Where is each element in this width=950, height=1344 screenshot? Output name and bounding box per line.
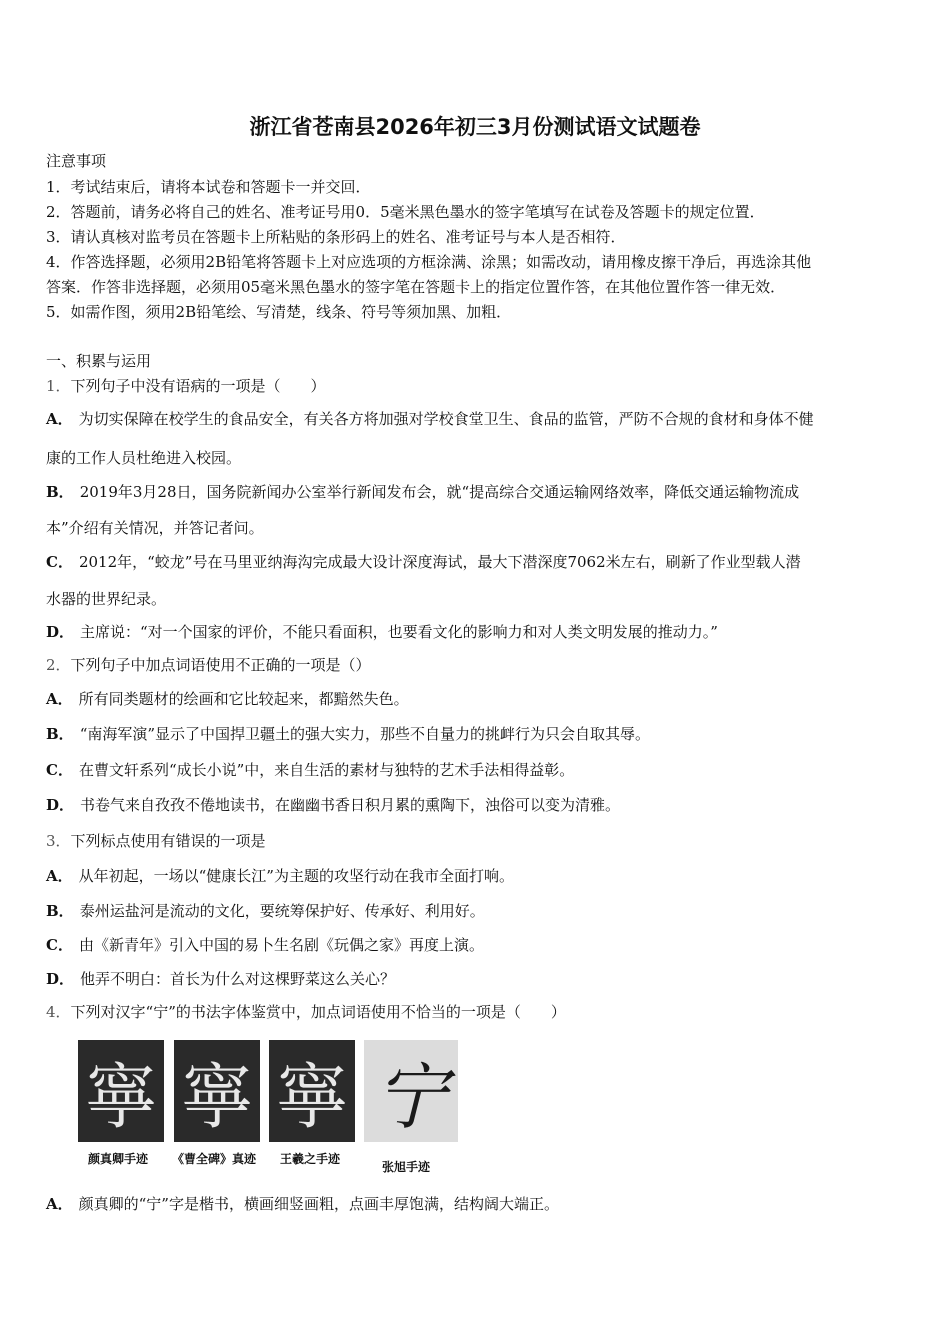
calligraphy-image-wang: [269, 1040, 355, 1142]
q2-option-b: [46, 724, 650, 744]
calligraphy-glyph: 寧: [275, 1055, 348, 1139]
q1-option-c: [46, 552, 801, 572]
option-label: A．: [46, 867, 73, 885]
option-label: C．: [46, 936, 73, 954]
option-text: 由《新青年》引入中国的易卜生名剧《玩偶之家》再度上演。: [78, 936, 484, 954]
notice-item-2: 2．答题前，请务必将自己的姓名、准考证号用0．5毫米黑色墨水的签字笔填写在试卷及答题卡的规定位置．: [46, 203, 765, 221]
question-number: 4．: [46, 1003, 71, 1021]
option-text: 所有同类题材的绘画和它比较起来，都黯然失色。: [78, 690, 409, 708]
notice-item-5: 5．如需作图，须用2B铅笔绘、写清楚，线条、符号等须加黑、加粗．: [46, 303, 512, 321]
option-label: B．: [46, 725, 74, 743]
question-3-stem: [46, 831, 266, 851]
option-label: D．: [46, 970, 75, 988]
notice-item-4: 4．作答选择题，必须用2B铅笔将答题卡上对应选项的方框涂满、涂黑；如需改动，请用橡皮擦干净后，再选涂其他: [46, 253, 812, 271]
q4-option-a: [46, 1194, 559, 1214]
question-number: 1．: [46, 377, 71, 395]
question-number: 2．: [46, 656, 71, 674]
q1-option-a-cont: 康的工作人员杜绝进入校园。: [46, 449, 242, 467]
q3-option-c: [46, 935, 484, 955]
q3-option-b: [46, 901, 485, 921]
option-label: B．: [46, 902, 74, 920]
notice-item-1: 1．考试结束后，请将本试卷和答题卡一并交回．: [46, 178, 371, 196]
q3-option-d: [46, 969, 395, 989]
notice-heading: 注意事项: [46, 152, 107, 170]
option-label: D．: [46, 623, 75, 641]
option-text: “南海军演”显示了中国捍卫疆土的强大实力，那些不自量力的挑衅行为只会自取其辱。: [79, 725, 651, 743]
question-number: 3．: [46, 832, 71, 850]
q3-option-a: [46, 866, 514, 886]
option-label: A．: [46, 1195, 73, 1213]
option-text: 2012年，“蛟龙”号在马里亚纳海沟完成最大设计深度海试，最大下潜深度7062米左右，刷新了作业型载人潜: [78, 553, 801, 571]
calligraphy-glyph: 寧: [180, 1055, 253, 1139]
option-label: B．: [46, 483, 74, 501]
option-label: C．: [46, 553, 73, 571]
question-2-stem: [46, 655, 371, 675]
q1-option-b: [46, 482, 799, 502]
q2-option-c: [46, 760, 574, 780]
question-text: 下列句子中加点词语使用不正确的一项是（）: [70, 656, 371, 674]
caption-yan: 颜真卿手迹: [88, 1152, 149, 1166]
option-text: 书卷气来自孜孜不倦地读书，在幽幽书香日积月累的熏陶下，浊俗可以变为清雅。: [80, 796, 621, 814]
option-text: 为切实保障在校学生的食品安全，有关各方将加强对学校食堂卫生、食品的监管，严防不合规的食材和身体不健: [78, 410, 814, 428]
section-heading: 一、积累与运用: [46, 352, 152, 370]
q2-option-d: [46, 795, 620, 815]
option-label: A．: [46, 690, 73, 708]
calligraphy-image-caoquan: [174, 1040, 260, 1142]
caption-wang: 王羲之手迹: [280, 1152, 341, 1166]
q1-option-a: [46, 409, 814, 429]
option-text: 在曹文轩系列“成长小说”中，来自生活的素材与独特的艺术手法相得益彰。: [78, 761, 575, 779]
q1-option-b-cont: 本”介绍有关情况，并答记者问。: [46, 519, 264, 537]
option-text: 泰州运盐河是流动的文化，要统筹保护好、传承好、利用好。: [79, 902, 485, 920]
question-text: 下列句子中没有语病的一项是（ ）: [70, 377, 326, 395]
option-text: 颜真卿的“宁”字是楷书，横画细竖画粗，点画丰厚饱满，结构阔大端正。: [78, 1195, 559, 1213]
option-text: 他弄不明白：首长为什么对这棵野菜这么关心？: [80, 970, 396, 988]
calligraphy-glyph: 宁: [374, 1055, 447, 1139]
option-label: C．: [46, 761, 73, 779]
calligraphy-glyph: 寧: [84, 1055, 157, 1139]
q2-option-a: [46, 689, 409, 709]
option-text: 2019年3月28日，国务院新闻办公室举行新闻发布会，就“提高综合交通运输网络效率，降低交通运输物流成: [79, 483, 800, 501]
calligraphy-image-yan: [78, 1040, 164, 1142]
notice-item-4-cont: 答案．作答非选择题，必须用05毫米黑色墨水的签字笔在答题卡上的指定位置作答，在其他位置作答一律无效．: [46, 278, 786, 296]
question-1-stem: [46, 376, 326, 396]
q1-option-d: [46, 622, 718, 642]
caption-caoquan: 《曹全碑》真迹: [172, 1152, 257, 1166]
notice-item-3: 3．请认真核对监考员在答题卡上所粘贴的条形码上的姓名、准考证号与本人是否相符．: [46, 228, 626, 246]
option-label: D．: [46, 796, 75, 814]
calligraphy-image-zhang: [364, 1040, 458, 1142]
question-4-stem: [46, 1002, 566, 1022]
question-text: 下列标点使用有错误的一项是: [70, 832, 266, 850]
option-label: A．: [46, 410, 73, 428]
caption-zhang: 张旭手迹: [382, 1160, 431, 1174]
page-title: 浙江省苍南县2026年初三3月份测试语文试题卷: [249, 115, 701, 139]
q1-option-c-cont: 水器的世界纪录。: [46, 590, 167, 608]
question-text: 下列对汉字“宁”的书法字体鉴赏中，加点词语使用不恰当的一项是（ ）: [70, 1003, 566, 1021]
option-text: 从年初起，一场以“健康长江”为主题的攻坚行动在我市全面打响。: [78, 867, 514, 885]
option-text: 主席说：“对一个国家的评价，不能只看面积，也要看文化的影响力和对人类文明发展的推动力。”: [80, 623, 718, 641]
